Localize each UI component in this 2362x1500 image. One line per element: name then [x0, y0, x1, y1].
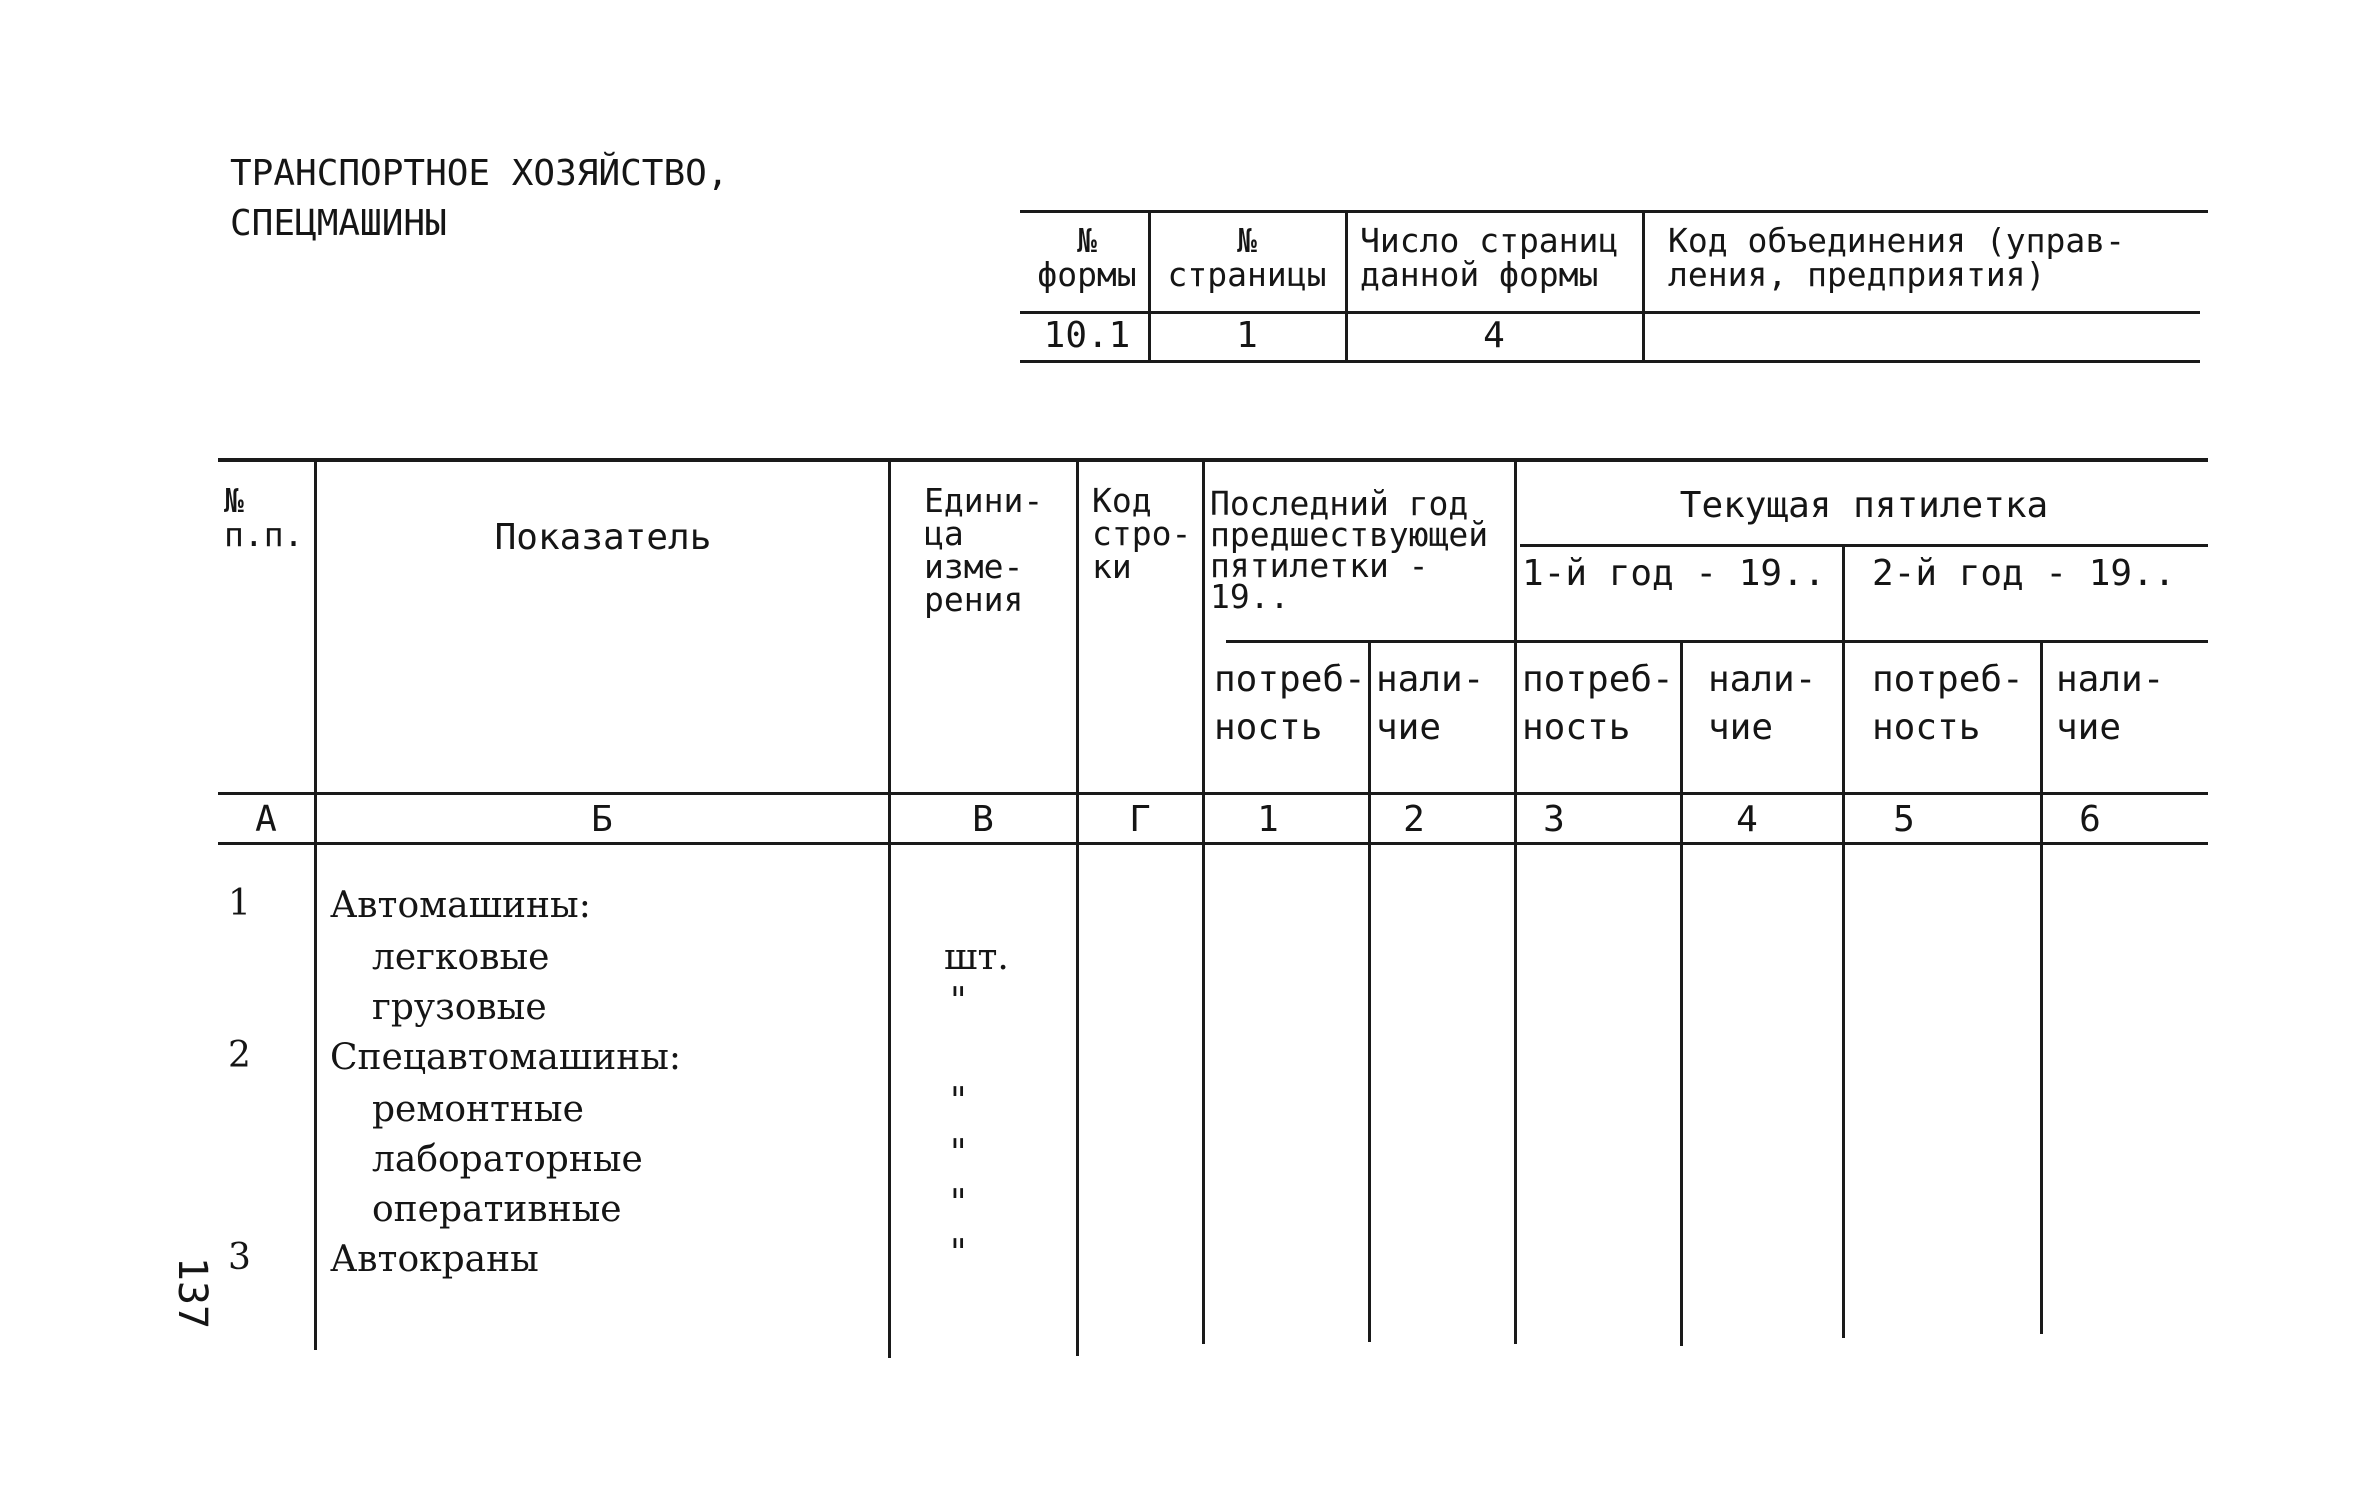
sub-header-need-1: потреб- ность: [1214, 659, 1366, 748]
col-letter-b: Б: [591, 799, 613, 840]
page-count-header: Число страниц данной формы: [1360, 221, 1619, 294]
doc-title-line-1: ТРАНСПОРТНОЕ ХОЗЯЙСТВО,: [230, 153, 729, 194]
row-3-number: 3: [228, 1237, 251, 1278]
col-header-unit: Едини- ца изме- рения: [924, 481, 1044, 619]
doc-title-line-2: СПЕЦМАШИНЫ: [230, 203, 447, 244]
sub-header-have-3: нали- чие: [2056, 659, 2165, 748]
row-2b-unit: ": [950, 1133, 967, 1174]
row-3-name: Автокраны: [330, 1239, 539, 1280]
col-header-year-1: 1-й год - 19..: [1522, 553, 1826, 594]
page-number-header: № страницы: [1167, 221, 1327, 294]
page-number-value: 1: [1236, 315, 1258, 356]
form-number-header: № формы: [1037, 221, 1137, 294]
org-code-header: Код объединения (управ- ления, предприятия): [1668, 221, 2125, 294]
row-1-number: 1: [228, 883, 251, 924]
col-letter-a: А: [255, 799, 277, 840]
row-2a-name: ремонтные: [372, 1089, 584, 1130]
col-letter-g: Г: [1129, 799, 1151, 840]
col-letter-5: 5: [1893, 799, 1915, 840]
col-header-number: № п.п.: [224, 481, 304, 554]
page-count-value: 4: [1483, 315, 1505, 356]
col-header-current-plan: Текущая пятилетка: [1679, 485, 2049, 526]
row-1a-name: легковые: [372, 937, 550, 978]
sub-header-have-1: нали- чие: [1376, 659, 1485, 748]
col-header-last-year: Последний год предшествующей пятилетки - 19..: [1210, 484, 1489, 616]
col-letter-1: 1: [1257, 799, 1279, 840]
col-letter-6: 6: [2079, 799, 2101, 840]
row-2-name: Спецавтомашины:: [330, 1037, 682, 1078]
row-1b-name: грузовые: [372, 987, 547, 1028]
form-number-value: 10.1: [1043, 315, 1131, 356]
col-letter-3: 3: [1543, 799, 1565, 840]
row-1-name: Автомашины:: [330, 885, 591, 926]
col-letter-2: 2: [1403, 799, 1425, 840]
col-header-indicator: Показатель: [494, 517, 712, 558]
sub-header-need-3: потреб- ность: [1872, 659, 2024, 748]
col-header-code: Код стро- ки: [1092, 481, 1192, 586]
sub-header-have-2: нали- чие: [1708, 659, 1817, 748]
row-3-unit: ": [950, 1233, 967, 1274]
row-2a-unit: ": [950, 1081, 967, 1122]
row-2c-name: оперативные: [372, 1189, 622, 1230]
row-1a-unit: шт.: [944, 937, 1009, 978]
row-2-number: 2: [228, 1035, 251, 1076]
col-letter-4: 4: [1736, 799, 1758, 840]
row-2b-name: лабораторные: [372, 1139, 643, 1180]
row-2c-unit: ": [950, 1183, 967, 1224]
sub-header-need-2: потреб- ность: [1522, 659, 1674, 748]
col-letter-v: В: [972, 799, 994, 840]
col-header-year-2: 2-й год - 19..: [1872, 553, 2176, 594]
row-1b-unit: ": [950, 981, 967, 1022]
page-number: 137: [169, 1256, 216, 1330]
